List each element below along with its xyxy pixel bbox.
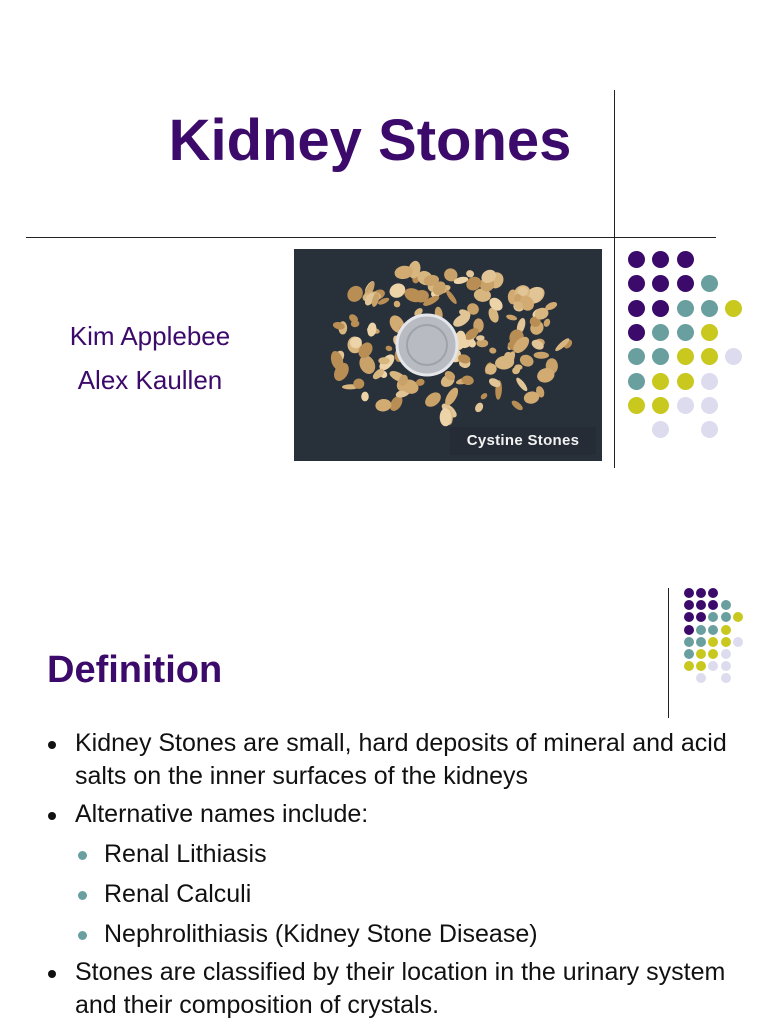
- decorative-dot: [721, 637, 731, 647]
- bullet-item: [46, 956, 746, 1022]
- decorative-dot: [708, 588, 718, 598]
- decorative-dot: [677, 300, 694, 317]
- bullet-dot-icon: [48, 970, 56, 978]
- stone: [366, 322, 377, 337]
- decorative-dot: [677, 397, 694, 414]
- decorative-dot: [652, 324, 669, 341]
- stone: [387, 281, 408, 301]
- decorative-dot: [628, 373, 645, 390]
- decorative-dot: [677, 324, 694, 341]
- decorative-dot: [677, 275, 694, 292]
- bullet-text: Stones are classified by their location in the urinary system and their composition of crystals.: [75, 958, 726, 1019]
- photo-caption: Cystine Stones: [450, 427, 596, 455]
- decorative-dot: [684, 612, 694, 622]
- decorative-dot: [733, 637, 743, 647]
- decorative-dot: [696, 588, 706, 598]
- decorative-dot: [684, 600, 694, 610]
- bullet-item: [46, 798, 746, 831]
- decorative-dot: [628, 300, 645, 317]
- decorative-dot: [628, 251, 645, 268]
- decorative-dot: [628, 348, 645, 365]
- slide-title: Kidney Stones: [168, 108, 572, 173]
- decorative-dot: [701, 397, 718, 414]
- bullet-item: [46, 727, 746, 793]
- decorative-dot: [652, 348, 669, 365]
- decorative-dot: [708, 625, 718, 635]
- bullet-dot-icon: [78, 851, 87, 860]
- vertical-divider: [668, 588, 669, 718]
- decorative-dot: [696, 600, 706, 610]
- decorative-dot: [696, 612, 706, 622]
- decorative-dot: [696, 673, 706, 683]
- author-name: Kim Applebee: [69, 321, 231, 351]
- decorative-dot: [696, 625, 706, 635]
- stone: [542, 318, 551, 328]
- decorative-dot: [696, 637, 706, 647]
- stone: [375, 398, 393, 413]
- stone: [510, 399, 524, 412]
- decorative-dot: [652, 421, 669, 438]
- vertical-divider: [614, 90, 615, 468]
- stone: [506, 314, 518, 322]
- stone: [361, 392, 369, 402]
- decorative-dot: [652, 397, 669, 414]
- decorative-dot: [701, 373, 718, 390]
- cystine-stones-photo: [294, 249, 602, 461]
- decorative-dot: [677, 373, 694, 390]
- decorative-dot: [701, 348, 718, 365]
- bullet-text: Alternative names include:: [75, 800, 369, 828]
- bullet-text: Renal Lithiasis: [104, 840, 267, 868]
- stone: [473, 401, 484, 413]
- stone: [480, 392, 489, 401]
- decorative-dot: [696, 661, 706, 671]
- bullet-item: [46, 878, 746, 911]
- definition-slide: [0, 512, 768, 1024]
- stone: [444, 289, 458, 305]
- decorative-dot: [628, 275, 645, 292]
- decorative-dot: [701, 324, 718, 341]
- bullet-dot-icon: [48, 741, 56, 749]
- stone: [514, 376, 529, 392]
- decorative-dot: [721, 673, 731, 683]
- decorative-dot: [708, 661, 718, 671]
- decorative-dot: [696, 649, 706, 659]
- decorative-dot: [701, 275, 718, 292]
- author-list: [40, 314, 260, 402]
- decorative-dot: [652, 275, 669, 292]
- decorative-dot: [677, 348, 694, 365]
- decorative-dot: [733, 612, 743, 622]
- decorative-dot: [721, 600, 731, 610]
- stone: [344, 283, 366, 305]
- slide-title: Definition: [47, 649, 223, 691]
- author-name: Alex Kaullen: [77, 365, 223, 395]
- stone: [489, 347, 498, 355]
- decorative-dot: [708, 637, 718, 647]
- decorative-dot: [708, 649, 718, 659]
- decorative-dot: [701, 300, 718, 317]
- bullet-dot-icon: [78, 931, 87, 940]
- bullet-text: Nephrolithiasis (Kidney Stone Disease): [104, 920, 538, 948]
- decorative-dot: [677, 251, 694, 268]
- bullet-dot-icon: [78, 891, 87, 900]
- decorative-dot: [628, 397, 645, 414]
- decorative-dot: [721, 649, 731, 659]
- decorative-dot: [652, 373, 669, 390]
- decorative-dot: [721, 612, 731, 622]
- stone: [534, 352, 550, 359]
- bullet-text: Kidney Stones are small, hard deposits of mineral and acid salts on the inner surfaces of the kidneys: [75, 729, 727, 790]
- stone: [461, 375, 475, 386]
- stone: [440, 408, 452, 426]
- decorative-dot: [701, 421, 718, 438]
- bullet-item: [46, 838, 746, 871]
- decorative-dot: [684, 625, 694, 635]
- decorative-dot: [708, 612, 718, 622]
- stone: [385, 345, 393, 352]
- decorative-dot: [628, 324, 645, 341]
- decorative-dot: [721, 661, 731, 671]
- decorative-dot: [684, 588, 694, 598]
- stone: [392, 299, 401, 308]
- decorative-dot: [652, 251, 669, 268]
- decorative-dot: [652, 300, 669, 317]
- stone: [422, 389, 443, 409]
- decorative-dot: [725, 300, 742, 317]
- decorative-dot: [721, 625, 731, 635]
- decorative-dot: [684, 637, 694, 647]
- bullet-item: [46, 918, 746, 951]
- bullet-text: Renal Calculi: [104, 880, 252, 908]
- decorative-dot: [725, 348, 742, 365]
- definition-bullets: [46, 722, 746, 1022]
- decorative-dot: [684, 649, 694, 659]
- horizontal-divider: [26, 237, 716, 238]
- decorative-dot: [684, 661, 694, 671]
- decorative-dot: [708, 600, 718, 610]
- bullet-dot-icon: [48, 812, 56, 820]
